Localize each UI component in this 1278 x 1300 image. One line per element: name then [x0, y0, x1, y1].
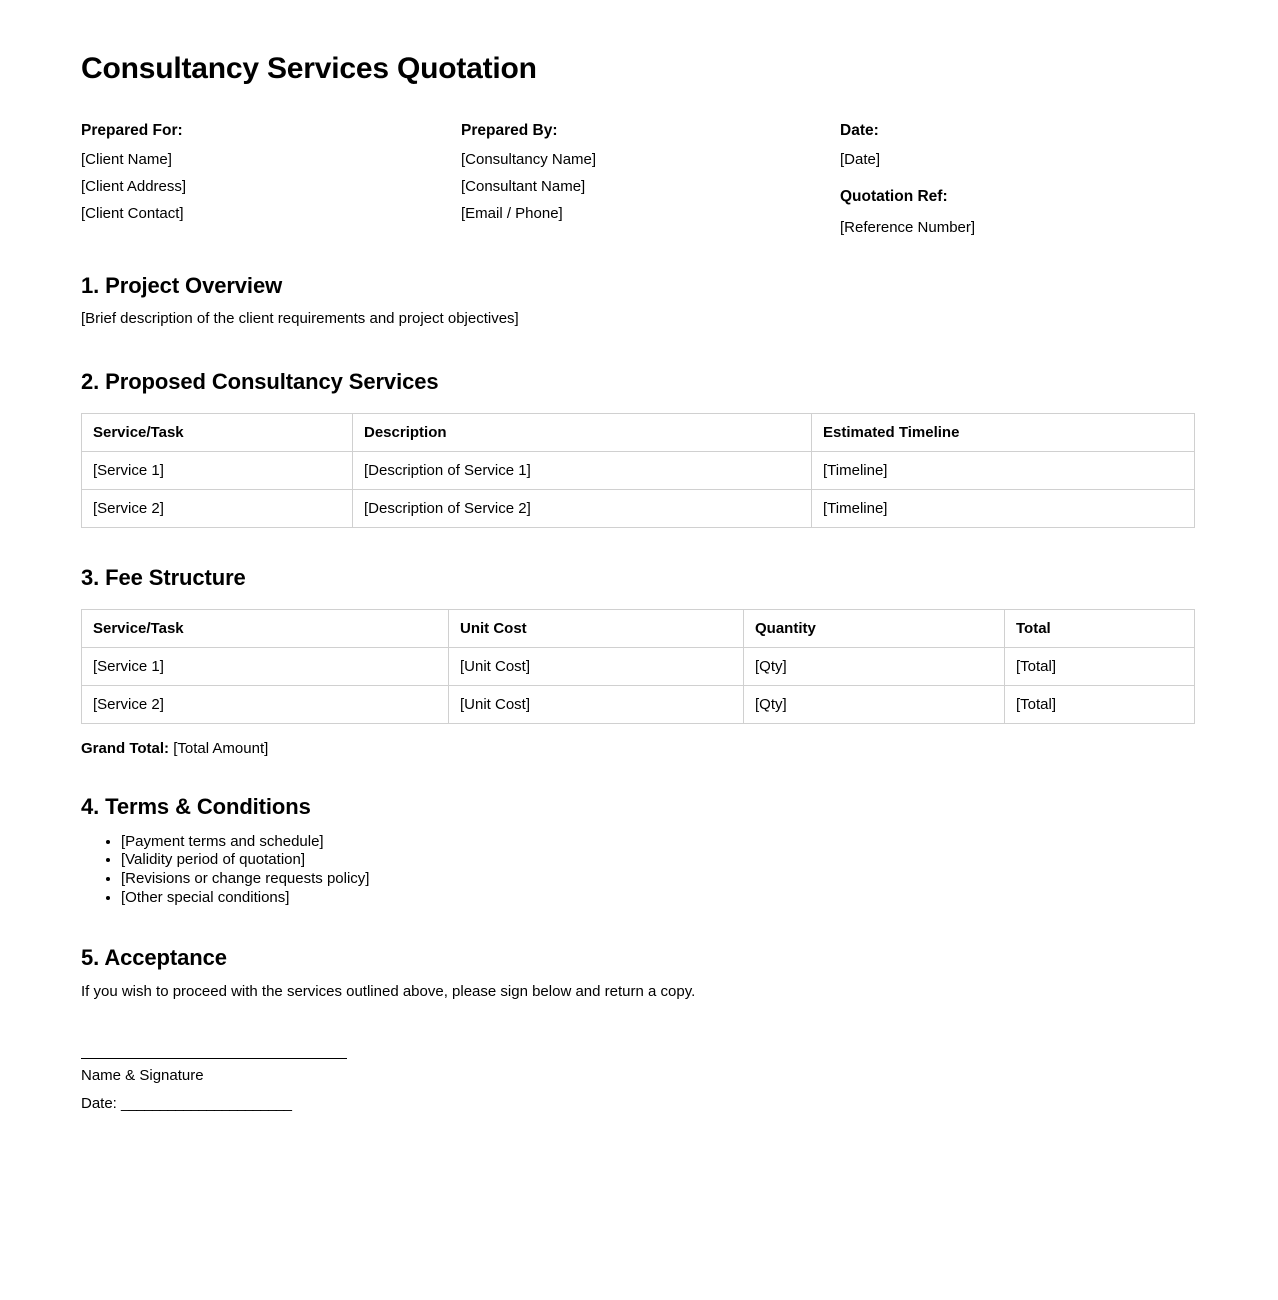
column-header-service: Service/Task — [82, 413, 353, 451]
client-contact: [Client Contact] — [81, 205, 184, 222]
column-header-unit-cost: Unit Cost — [449, 609, 744, 647]
document-meta-header — [81, 123, 1194, 245]
table-header-row — [82, 609, 1195, 647]
list-item: • [Other special conditions] — [121, 889, 1194, 908]
cell-quantity: [Qty] — [744, 686, 1005, 724]
date-label: Date: — [840, 121, 879, 139]
column-header-description: Description — [353, 413, 812, 451]
cell-description: [Description of Service 1] — [353, 451, 812, 489]
cell-timeline: [Timeline] — [812, 451, 1195, 489]
table-row — [82, 490, 1195, 528]
section-terms-conditions — [81, 794, 1194, 907]
section-project-overview — [81, 273, 1194, 330]
column-header-timeline: Estimated Timeline — [812, 413, 1195, 451]
grand-total-line — [81, 740, 1194, 758]
quotation-ref-label: Quotation Ref: — [840, 188, 948, 205]
cell-service: [Service 2] — [82, 490, 353, 528]
cell-unit-cost: [Unit Cost] — [449, 647, 744, 685]
cell-service: [Service 1] — [82, 647, 449, 685]
date-value: [Date] — [840, 151, 881, 168]
acceptance-heading: 5. Acceptance — [81, 945, 227, 971]
list-item: • [Validity period of quotation] — [121, 851, 1194, 870]
cell-total: [Total] — [1005, 686, 1195, 724]
table-row — [82, 686, 1195, 724]
list-item: • [Payment terms and schedule] — [121, 833, 1194, 852]
cell-service: [Service 1] — [82, 451, 353, 489]
cell-total: [Total] — [1005, 647, 1195, 685]
prepared-by-label: Prepared By: — [461, 121, 558, 139]
terms-list — [81, 833, 1194, 907]
section-proposed-services — [81, 369, 1194, 528]
cell-quantity: [Qty] — [744, 647, 1005, 685]
cell-timeline: [Timeline] — [812, 490, 1195, 528]
quotation-ref-value: [Reference Number] — [840, 218, 976, 236]
section-acceptance — [81, 945, 1194, 1113]
section-fee-structure — [81, 565, 1194, 758]
prepared-for-block — [81, 123, 186, 234]
table-row — [82, 647, 1195, 685]
cell-unit-cost: [Unit Cost] — [449, 686, 744, 724]
fee-structure-table — [81, 609, 1195, 725]
client-name: [Client Name] — [81, 151, 172, 168]
signature-line[interactable] — [81, 1058, 347, 1059]
grand-total-value: [Total Amount] — [173, 740, 269, 758]
consultant-name: [Consultant Name] — [461, 178, 586, 195]
signature-date-label: Date: — [81, 1094, 117, 1112]
cell-service: [Service 2] — [82, 686, 449, 724]
signature-caption: Name & Signature — [81, 1066, 204, 1084]
grand-total-label: Grand Total: — [81, 740, 170, 758]
column-header-quantity: Quantity — [744, 609, 1005, 647]
prepared-for-label: Prepared For: — [81, 121, 183, 139]
table-row — [82, 451, 1195, 489]
proposed-services-heading: 2. Proposed Consultancy Services — [81, 369, 439, 395]
cell-description: [Description of Service 2] — [353, 490, 812, 528]
project-overview-body: [Brief description of the client requirements and project objectives] — [81, 309, 519, 327]
signature-date-field[interactable]: ______________________ — [121, 1094, 292, 1112]
date-and-ref-block — [840, 123, 975, 247]
terms-conditions-heading: 4. Terms & Conditions — [81, 794, 311, 820]
client-address: [Client Address] — [81, 178, 187, 195]
signature-date-line — [81, 1095, 1194, 1113]
consultant-contact: [Email / Phone] — [461, 205, 563, 222]
page-title: Consultancy Services Quotation — [81, 52, 537, 85]
consultancy-name: [Consultancy Name] — [461, 151, 597, 168]
signature-block — [81, 1058, 1194, 1113]
project-overview-heading: 1. Project Overview — [81, 272, 283, 298]
column-header-service: Service/Task — [82, 609, 449, 647]
table-header-row — [82, 413, 1195, 451]
fee-structure-heading: 3. Fee Structure — [81, 565, 246, 591]
proposed-services-table — [81, 413, 1195, 529]
column-header-total: Total — [1005, 609, 1195, 647]
acceptance-body: If you wish to proceed with the services outlined above, please sign below and return a copy. — [81, 982, 696, 1000]
list-item: • [Revisions or change requests policy] — [121, 870, 1194, 889]
prepared-by-block — [461, 123, 596, 234]
